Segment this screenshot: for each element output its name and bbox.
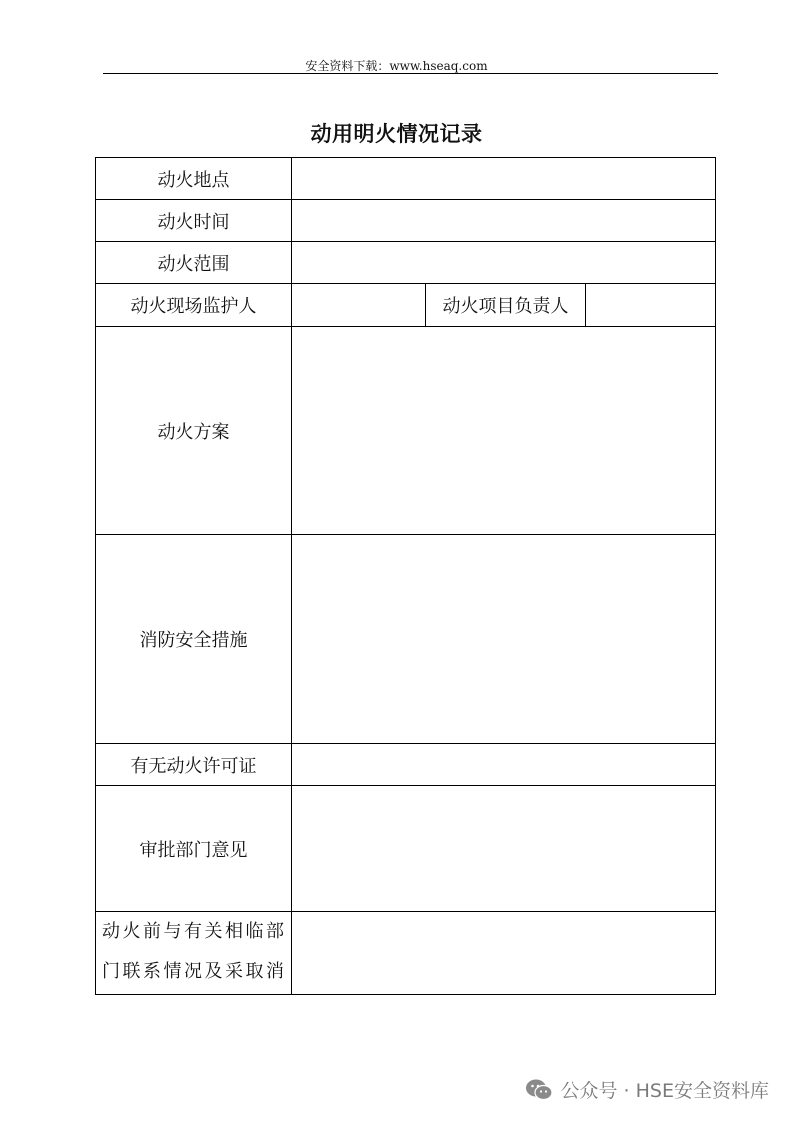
row-approval	[96, 786, 716, 912]
supervisor-field[interactable]	[292, 284, 426, 327]
row-location	[96, 158, 716, 200]
liaison-label-line2: 门联系情况及采取消	[102, 961, 285, 982]
fire-measures-label: 消防安全措施	[96, 535, 292, 744]
row-personnel	[96, 284, 716, 327]
approval-field[interactable]	[292, 786, 716, 912]
fire-measures-field[interactable]	[292, 535, 716, 744]
project-lead-label: 动火项目负责人	[426, 284, 586, 327]
row-fire-measures	[96, 535, 716, 744]
liaison-field[interactable]	[292, 912, 716, 995]
approval-label: 审批部门意见	[96, 786, 292, 912]
liaison-label	[96, 912, 292, 995]
watermark-text: 公众号 · HSE安全资料库	[560, 1080, 769, 1102]
row-time	[96, 200, 716, 242]
row-plan	[96, 327, 716, 535]
time-field[interactable]	[292, 200, 716, 242]
time-label: 动火时间	[96, 200, 292, 242]
supervisor-label: 动火现场监护人	[96, 284, 292, 327]
permit-field[interactable]	[292, 744, 716, 786]
wechat-icon	[525, 1078, 553, 1102]
location-label: 动火地点	[96, 158, 292, 200]
scope-field[interactable]	[292, 242, 716, 284]
plan-field[interactable]	[292, 327, 716, 535]
watermark	[525, 1076, 769, 1103]
permit-label: 有无动火许可证	[96, 744, 292, 786]
page-header: 安全资料下载：www.hseaq.com	[305, 59, 488, 73]
fire-record-form	[95, 157, 716, 995]
liaison-label-line1: 动火前与有关相临部	[102, 921, 285, 942]
row-scope	[96, 242, 716, 284]
header-divider	[103, 73, 718, 74]
document-title: 动用明火情况记录	[310, 122, 483, 146]
project-lead-field[interactable]	[586, 284, 716, 327]
scope-label: 动火范围	[96, 242, 292, 284]
row-liaison	[96, 912, 716, 995]
location-field[interactable]	[292, 158, 716, 200]
row-permit	[96, 744, 716, 786]
plan-label: 动火方案	[96, 327, 292, 535]
